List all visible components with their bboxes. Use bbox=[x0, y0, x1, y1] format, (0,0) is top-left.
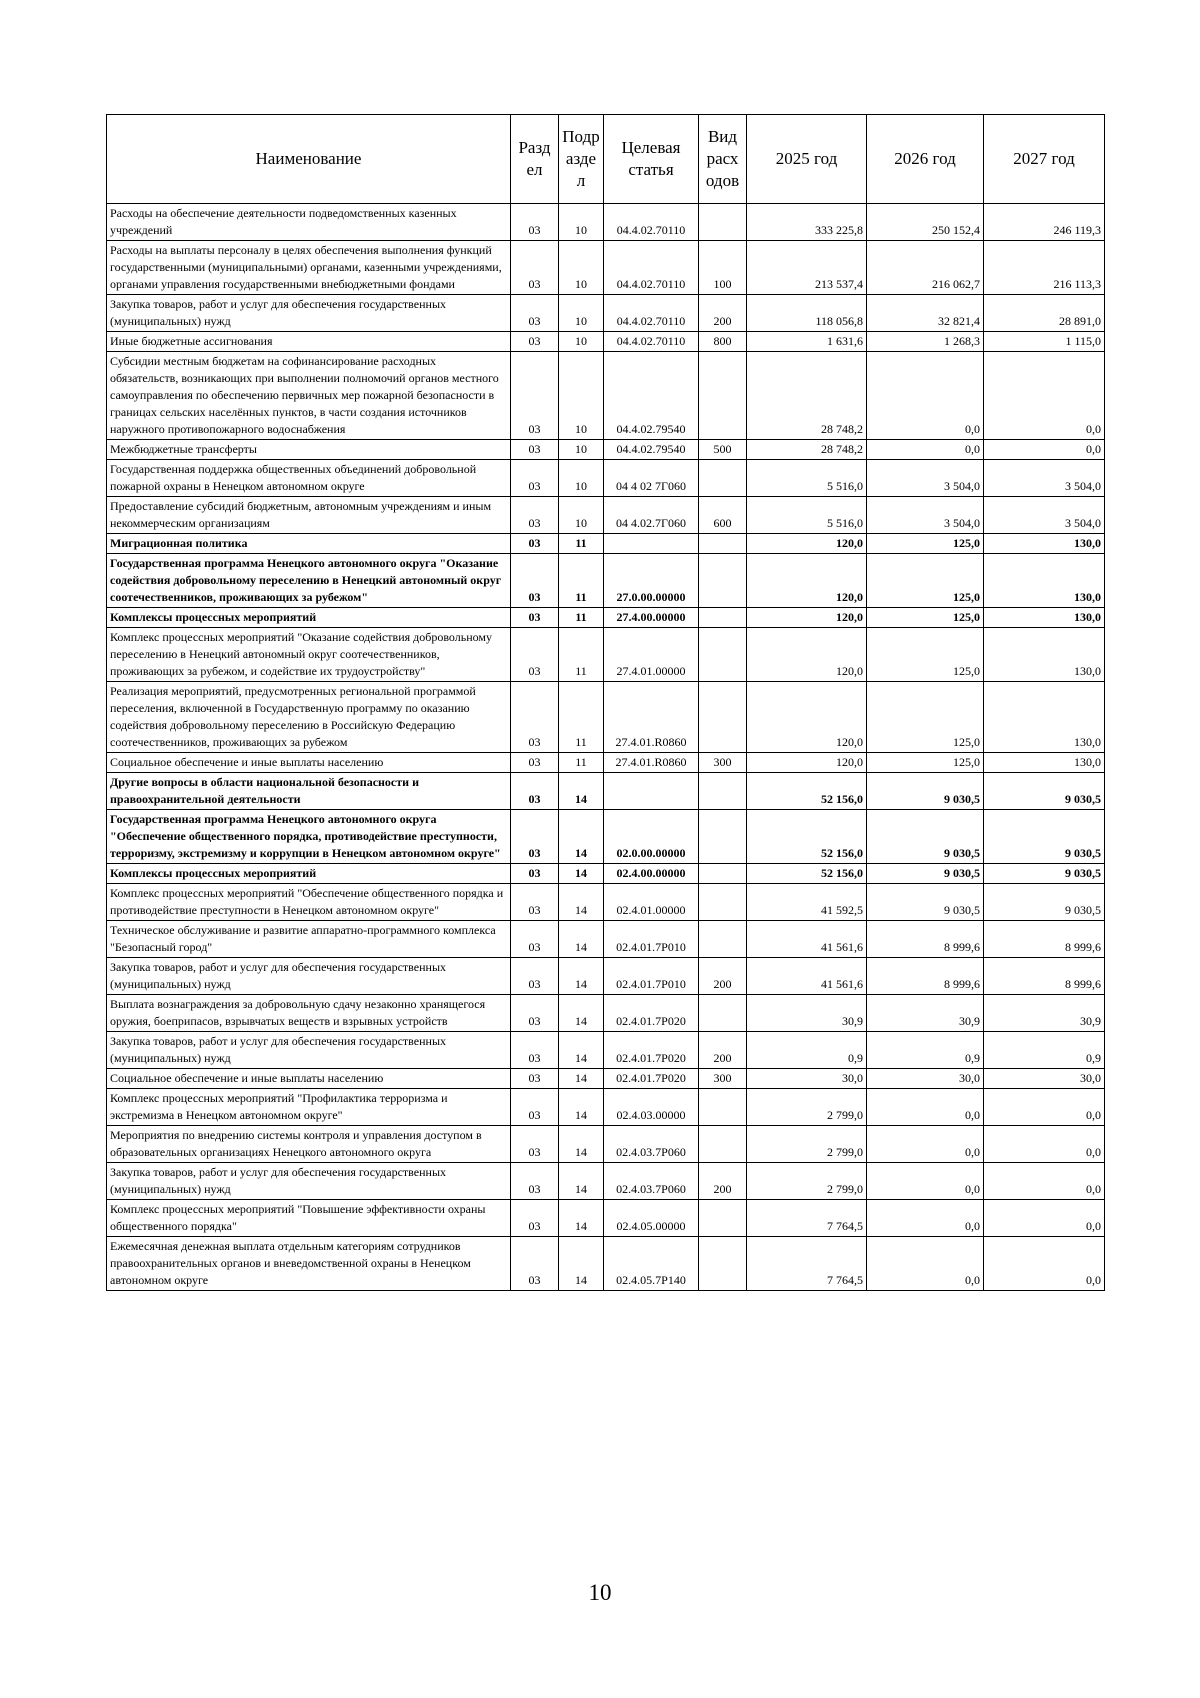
cell-2027: 3 504,0 bbox=[984, 460, 1105, 497]
cell-2025: 41 592,5 bbox=[747, 884, 867, 921]
cell-name: Государственная программа Ненецкого автономного округа "Обеспечение общественного порядка, противодействие преступности, терроризму, экстремизму и коррупции в Ненецком автономном округе" bbox=[107, 810, 511, 864]
cell-2026: 3 504,0 bbox=[867, 497, 984, 534]
cell-2025: 52 156,0 bbox=[747, 864, 867, 884]
cell-razdel: 03 bbox=[511, 884, 559, 921]
table-row bbox=[107, 460, 1105, 497]
cell-podrazdel: 14 bbox=[559, 884, 604, 921]
cell-name: Мероприятия по внедрению системы контроля и управления доступом в образовательных организациях Ненецкого автономного округа bbox=[107, 1126, 511, 1163]
cell-target: 27.4.01.R0860 bbox=[604, 753, 699, 773]
cell-name: Субсидии местным бюджетам на софинансирование расходных обязательств, возникающих при выполнении полномочий органов местного самоуправления по обеспечению первичных мер пожарной безопасности в границах сельских населённых пунктов, в части создания источников наружного противопожарного водоснабжения bbox=[107, 352, 511, 440]
cell-razdel: 03 bbox=[511, 460, 559, 497]
cell-target bbox=[604, 534, 699, 554]
cell-podrazdel: 14 bbox=[559, 773, 604, 810]
table-row bbox=[107, 554, 1105, 608]
cell-razdel: 03 bbox=[511, 554, 559, 608]
header-2026: 2026 год bbox=[867, 115, 984, 204]
table-row bbox=[107, 1237, 1105, 1291]
cell-razdel: 03 bbox=[511, 628, 559, 682]
cell-razdel: 03 bbox=[511, 921, 559, 958]
cell-2026: 9 030,5 bbox=[867, 864, 984, 884]
cell-2025: 120,0 bbox=[747, 753, 867, 773]
cell-vid bbox=[699, 534, 747, 554]
cell-target: 27.4.00.00000 bbox=[604, 608, 699, 628]
cell-podrazdel: 11 bbox=[559, 753, 604, 773]
cell-name: Комплекс процессных мероприятий "Обеспечение общественного порядка и противодействие преступности в Ненецком автономном округе" bbox=[107, 884, 511, 921]
table-row bbox=[107, 864, 1105, 884]
cell-target: 04.4.02.70110 bbox=[604, 241, 699, 295]
cell-vid bbox=[699, 460, 747, 497]
cell-podrazdel: 10 bbox=[559, 352, 604, 440]
cell-2025: 2 799,0 bbox=[747, 1126, 867, 1163]
cell-razdel: 03 bbox=[511, 295, 559, 332]
cell-name: Выплата вознаграждения за добровольную сдачу незаконно хранящегося оружия, боеприпасов, взрывчатых веществ и взрывных устройств bbox=[107, 995, 511, 1032]
cell-2025: 0,9 bbox=[747, 1032, 867, 1069]
budget-table-sheet bbox=[106, 114, 1104, 1291]
cell-podrazdel: 11 bbox=[559, 628, 604, 682]
cell-2025: 120,0 bbox=[747, 682, 867, 753]
header-2025: 2025 год bbox=[747, 115, 867, 204]
cell-vid: 600 bbox=[699, 497, 747, 534]
cell-target: 02.4.03.00000 bbox=[604, 1089, 699, 1126]
cell-2026: 250 152,4 bbox=[867, 204, 984, 241]
cell-vid: 500 bbox=[699, 440, 747, 460]
cell-name: Техническое обслуживание и развитие аппаратно-программного комплекса "Безопасный город" bbox=[107, 921, 511, 958]
table-row bbox=[107, 958, 1105, 995]
cell-podrazdel: 14 bbox=[559, 1069, 604, 1089]
budget-table bbox=[106, 114, 1105, 1291]
table-row bbox=[107, 1089, 1105, 1126]
cell-razdel: 03 bbox=[511, 1032, 559, 1069]
cell-target: 04.4.02.70110 bbox=[604, 332, 699, 352]
cell-2026: 30,0 bbox=[867, 1069, 984, 1089]
cell-podrazdel: 10 bbox=[559, 440, 604, 460]
cell-target: 27.4.01.00000 bbox=[604, 628, 699, 682]
cell-vid bbox=[699, 554, 747, 608]
cell-name: Закупка товаров, работ и услуг для обеспечения государственных (муниципальных) нужд bbox=[107, 958, 511, 995]
table-row bbox=[107, 884, 1105, 921]
table-body bbox=[107, 204, 1105, 1291]
cell-name: Комплекс процессных мероприятий "Профилактика терроризма и экстремизма в Ненецком автономном округе" bbox=[107, 1089, 511, 1126]
cell-2026: 0,0 bbox=[867, 1200, 984, 1237]
cell-vid: 300 bbox=[699, 753, 747, 773]
cell-2027: 9 030,5 bbox=[984, 773, 1105, 810]
cell-2026: 0,0 bbox=[867, 1163, 984, 1200]
cell-2025: 5 516,0 bbox=[747, 497, 867, 534]
cell-podrazdel: 14 bbox=[559, 958, 604, 995]
cell-2025: 28 748,2 bbox=[747, 440, 867, 460]
cell-vid bbox=[699, 1237, 747, 1291]
cell-name: Комплекс процессных мероприятий "Повышение эффективности охраны общественного порядка" bbox=[107, 1200, 511, 1237]
table-row bbox=[107, 1126, 1105, 1163]
cell-name: Комплексы процессных мероприятий bbox=[107, 864, 511, 884]
cell-target: 02.4.01.7Р010 bbox=[604, 958, 699, 995]
cell-podrazdel: 14 bbox=[559, 864, 604, 884]
cell-razdel: 03 bbox=[511, 332, 559, 352]
cell-vid bbox=[699, 864, 747, 884]
cell-vid bbox=[699, 995, 747, 1032]
cell-2027: 130,0 bbox=[984, 682, 1105, 753]
cell-2026: 8 999,6 bbox=[867, 921, 984, 958]
cell-razdel: 03 bbox=[511, 1126, 559, 1163]
table-row bbox=[107, 332, 1105, 352]
cell-2027: 130,0 bbox=[984, 554, 1105, 608]
cell-2025: 120,0 bbox=[747, 534, 867, 554]
cell-target: 02.4.05.00000 bbox=[604, 1200, 699, 1237]
cell-2025: 28 748,2 bbox=[747, 352, 867, 440]
cell-2027: 0,9 bbox=[984, 1032, 1105, 1069]
cell-2025: 120,0 bbox=[747, 608, 867, 628]
table-row bbox=[107, 241, 1105, 295]
cell-vid bbox=[699, 682, 747, 753]
cell-2027: 30,9 bbox=[984, 995, 1105, 1032]
cell-name: Расходы на обеспечение деятельности подведомственных казенных учреждений bbox=[107, 204, 511, 241]
cell-razdel: 03 bbox=[511, 1200, 559, 1237]
cell-target: 02.0.00.00000 bbox=[604, 810, 699, 864]
cell-vid: 300 bbox=[699, 1069, 747, 1089]
table-header-row bbox=[107, 115, 1105, 204]
cell-name: Другие вопросы в области национальной безопасности и правоохранительной деятельности bbox=[107, 773, 511, 810]
cell-razdel: 03 bbox=[511, 1089, 559, 1126]
cell-2027: 246 119,3 bbox=[984, 204, 1105, 241]
cell-vid bbox=[699, 1200, 747, 1237]
cell-target: 02.4.05.7Р140 bbox=[604, 1237, 699, 1291]
cell-2026: 3 504,0 bbox=[867, 460, 984, 497]
cell-vid bbox=[699, 352, 747, 440]
cell-name: Иные бюджетные ассигнования bbox=[107, 332, 511, 352]
cell-podrazdel: 14 bbox=[559, 1126, 604, 1163]
cell-target: 04 4 02 7Г060 bbox=[604, 460, 699, 497]
cell-razdel: 03 bbox=[511, 1237, 559, 1291]
cell-2025: 52 156,0 bbox=[747, 773, 867, 810]
cell-2026: 125,0 bbox=[867, 534, 984, 554]
cell-podrazdel: 14 bbox=[559, 1032, 604, 1069]
cell-2027: 8 999,6 bbox=[984, 921, 1105, 958]
cell-razdel: 03 bbox=[511, 682, 559, 753]
cell-target: 04.4.02.79540 bbox=[604, 440, 699, 460]
cell-target: 02.4.01.00000 bbox=[604, 884, 699, 921]
cell-target: 27.4.01.R0860 bbox=[604, 682, 699, 753]
header-target: Целевая статья bbox=[604, 115, 699, 204]
cell-2027: 0,0 bbox=[984, 1089, 1105, 1126]
cell-razdel: 03 bbox=[511, 497, 559, 534]
cell-podrazdel: 11 bbox=[559, 682, 604, 753]
cell-razdel: 03 bbox=[511, 608, 559, 628]
table-row bbox=[107, 295, 1105, 332]
cell-name: Расходы на выплаты персоналу в целях обеспечения выполнения функций государственными (муниципальными) органами, казенными учреждениями, органами управления государственными внебюджетными фондами bbox=[107, 241, 511, 295]
cell-name: Комплекс процессных мероприятий "Оказание содействия добровольному переселению в Ненецкий автономный округ соотечественников, проживающих за рубежом, и содействие их трудоустройству" bbox=[107, 628, 511, 682]
cell-vid bbox=[699, 608, 747, 628]
cell-2026: 0,0 bbox=[867, 440, 984, 460]
cell-2025: 1 631,6 bbox=[747, 332, 867, 352]
page-number: 10 bbox=[588, 1580, 612, 1605]
cell-name: Закупка товаров, работ и услуг для обеспечения государственных (муниципальных) нужд bbox=[107, 1163, 511, 1200]
cell-target: 02.4.01.7Р020 bbox=[604, 995, 699, 1032]
cell-podrazdel: 10 bbox=[559, 295, 604, 332]
cell-2027: 130,0 bbox=[984, 608, 1105, 628]
cell-2026: 0,0 bbox=[867, 352, 984, 440]
cell-podrazdel: 10 bbox=[559, 204, 604, 241]
cell-2027: 0,0 bbox=[984, 440, 1105, 460]
cell-2025: 41 561,6 bbox=[747, 958, 867, 995]
table-row bbox=[107, 497, 1105, 534]
cell-2025: 2 799,0 bbox=[747, 1089, 867, 1126]
table-row bbox=[107, 352, 1105, 440]
cell-2027: 9 030,5 bbox=[984, 810, 1105, 864]
cell-name: Предоставление субсидий бюджетным, автономным учреждениям и иным некоммерческим организациям bbox=[107, 497, 511, 534]
cell-podrazdel: 11 bbox=[559, 554, 604, 608]
cell-target: 27.0.00.00000 bbox=[604, 554, 699, 608]
cell-2025: 7 764,5 bbox=[747, 1237, 867, 1291]
cell-name: Закупка товаров, работ и услуг для обеспечения государственных (муниципальных) нужд bbox=[107, 295, 511, 332]
table-row bbox=[107, 204, 1105, 241]
cell-2026: 0,9 bbox=[867, 1032, 984, 1069]
cell-2026: 125,0 bbox=[867, 753, 984, 773]
cell-2025: 120,0 bbox=[747, 628, 867, 682]
cell-podrazdel: 14 bbox=[559, 1237, 604, 1291]
cell-podrazdel: 14 bbox=[559, 1089, 604, 1126]
table-row bbox=[107, 682, 1105, 753]
cell-2025: 5 516,0 bbox=[747, 460, 867, 497]
cell-2025: 7 764,5 bbox=[747, 1200, 867, 1237]
cell-vid bbox=[699, 628, 747, 682]
header-podrazdel: Подр азде л bbox=[559, 115, 604, 204]
cell-name: Комплексы процессных мероприятий bbox=[107, 608, 511, 628]
cell-2026: 0,0 bbox=[867, 1237, 984, 1291]
cell-name: Закупка товаров, работ и услуг для обеспечения государственных (муниципальных) нужд bbox=[107, 1032, 511, 1069]
cell-2027: 9 030,5 bbox=[984, 864, 1105, 884]
header-2027: 2027 год bbox=[984, 115, 1105, 204]
cell-2027: 8 999,6 bbox=[984, 958, 1105, 995]
cell-razdel: 03 bbox=[511, 753, 559, 773]
cell-name: Государственная поддержка общественных объединений добровольной пожарной охраны в Ненецком автономном округе bbox=[107, 460, 511, 497]
cell-vid bbox=[699, 921, 747, 958]
cell-2025: 118 056,8 bbox=[747, 295, 867, 332]
cell-podrazdel: 10 bbox=[559, 497, 604, 534]
cell-vid bbox=[699, 204, 747, 241]
cell-vid: 100 bbox=[699, 241, 747, 295]
cell-target bbox=[604, 773, 699, 810]
cell-2027: 0,0 bbox=[984, 1237, 1105, 1291]
cell-name: Реализация мероприятий, предусмотренных региональной программой переселения, включенной в Государственную программу по оказанию содействия добровольному переселению в Российскую Федерацию соотечественников, проживающих за рубежом bbox=[107, 682, 511, 753]
cell-target: 04.4.02.70110 bbox=[604, 204, 699, 241]
cell-name: Социальное обеспечение и иные выплаты населению bbox=[107, 753, 511, 773]
table-row bbox=[107, 440, 1105, 460]
cell-razdel: 03 bbox=[511, 864, 559, 884]
cell-vid bbox=[699, 1126, 747, 1163]
cell-razdel: 03 bbox=[511, 204, 559, 241]
cell-2025: 213 537,4 bbox=[747, 241, 867, 295]
cell-razdel: 03 bbox=[511, 241, 559, 295]
cell-2025: 120,0 bbox=[747, 554, 867, 608]
cell-2027: 0,0 bbox=[984, 1163, 1105, 1200]
cell-podrazdel: 10 bbox=[559, 241, 604, 295]
cell-2026: 0,0 bbox=[867, 1089, 984, 1126]
table-row bbox=[107, 628, 1105, 682]
table-row bbox=[107, 534, 1105, 554]
cell-2025: 30,9 bbox=[747, 995, 867, 1032]
cell-vid bbox=[699, 810, 747, 864]
cell-2026: 0,0 bbox=[867, 1126, 984, 1163]
header-vid: Вид расх одов bbox=[699, 115, 747, 204]
cell-razdel: 03 bbox=[511, 534, 559, 554]
cell-2026: 125,0 bbox=[867, 682, 984, 753]
table-row bbox=[107, 1200, 1105, 1237]
cell-vid bbox=[699, 773, 747, 810]
cell-2027: 0,0 bbox=[984, 1126, 1105, 1163]
cell-2026: 9 030,5 bbox=[867, 884, 984, 921]
cell-podrazdel: 10 bbox=[559, 332, 604, 352]
cell-2026: 1 268,3 bbox=[867, 332, 984, 352]
cell-podrazdel: 14 bbox=[559, 1163, 604, 1200]
cell-podrazdel: 10 bbox=[559, 460, 604, 497]
cell-2026: 125,0 bbox=[867, 608, 984, 628]
cell-2027: 0,0 bbox=[984, 1200, 1105, 1237]
cell-podrazdel: 14 bbox=[559, 1200, 604, 1237]
table-row bbox=[107, 810, 1105, 864]
cell-vid: 200 bbox=[699, 295, 747, 332]
table-row bbox=[107, 753, 1105, 773]
cell-2026: 8 999,6 bbox=[867, 958, 984, 995]
cell-2026: 125,0 bbox=[867, 628, 984, 682]
cell-vid bbox=[699, 1089, 747, 1126]
table-row bbox=[107, 995, 1105, 1032]
cell-name: Межбюджетные трансферты bbox=[107, 440, 511, 460]
cell-target: 02.4.01.7Р020 bbox=[604, 1069, 699, 1089]
cell-2025: 30,0 bbox=[747, 1069, 867, 1089]
cell-vid bbox=[699, 884, 747, 921]
table-row bbox=[107, 1032, 1105, 1069]
cell-razdel: 03 bbox=[511, 958, 559, 995]
cell-vid: 200 bbox=[699, 1163, 747, 1200]
cell-2026: 9 030,5 bbox=[867, 810, 984, 864]
cell-2026: 216 062,7 bbox=[867, 241, 984, 295]
cell-vid: 200 bbox=[699, 1032, 747, 1069]
cell-podrazdel: 14 bbox=[559, 995, 604, 1032]
cell-vid: 200 bbox=[699, 958, 747, 995]
table-row bbox=[107, 921, 1105, 958]
cell-2026: 32 821,4 bbox=[867, 295, 984, 332]
cell-razdel: 03 bbox=[511, 810, 559, 864]
cell-2027: 0,0 bbox=[984, 352, 1105, 440]
cell-2025: 52 156,0 bbox=[747, 810, 867, 864]
cell-target: 02.4.03.7Р060 bbox=[604, 1163, 699, 1200]
cell-2027: 130,0 bbox=[984, 534, 1105, 554]
cell-2027: 216 113,3 bbox=[984, 241, 1105, 295]
cell-2025: 41 561,6 bbox=[747, 921, 867, 958]
table-row bbox=[107, 608, 1105, 628]
cell-name: Государственная программа Ненецкого автономного округа "Оказание содействия добровольному переселению в Ненецкий автономный округ соотечественников, проживающих за рубежом" bbox=[107, 554, 511, 608]
cell-2027: 3 504,0 bbox=[984, 497, 1105, 534]
cell-2026: 30,9 bbox=[867, 995, 984, 1032]
cell-razdel: 03 bbox=[511, 352, 559, 440]
cell-2025: 2 799,0 bbox=[747, 1163, 867, 1200]
cell-podrazdel: 11 bbox=[559, 608, 604, 628]
cell-2027: 1 115,0 bbox=[984, 332, 1105, 352]
cell-vid: 800 bbox=[699, 332, 747, 352]
cell-target: 02.4.01.7Р020 bbox=[604, 1032, 699, 1069]
cell-target: 02.4.00.00000 bbox=[604, 864, 699, 884]
cell-target: 04.4.02.79540 bbox=[604, 352, 699, 440]
cell-podrazdel: 11 bbox=[559, 534, 604, 554]
cell-podrazdel: 14 bbox=[559, 810, 604, 864]
cell-razdel: 03 bbox=[511, 1163, 559, 1200]
cell-2027: 9 030,5 bbox=[984, 884, 1105, 921]
cell-razdel: 03 bbox=[511, 1069, 559, 1089]
table-row bbox=[107, 773, 1105, 810]
cell-2027: 130,0 bbox=[984, 753, 1105, 773]
cell-podrazdel: 14 bbox=[559, 921, 604, 958]
cell-2026: 125,0 bbox=[867, 554, 984, 608]
cell-2026: 9 030,5 bbox=[867, 773, 984, 810]
cell-razdel: 03 bbox=[511, 995, 559, 1032]
table-row bbox=[107, 1163, 1105, 1200]
cell-name: Ежемесячная денежная выплата отдельным категориям сотрудников правоохранительных органов и вневедомственной охраны в Ненецком автономном округе bbox=[107, 1237, 511, 1291]
cell-target: 04.4.02.70110 bbox=[604, 295, 699, 332]
cell-2025: 333 225,8 bbox=[747, 204, 867, 241]
cell-target: 02.4.01.7Р010 bbox=[604, 921, 699, 958]
table-row bbox=[107, 1069, 1105, 1089]
cell-2027: 30,0 bbox=[984, 1069, 1105, 1089]
header-name: Наименование bbox=[107, 115, 511, 204]
cell-razdel: 03 bbox=[511, 440, 559, 460]
cell-2027: 28 891,0 bbox=[984, 295, 1105, 332]
cell-name: Миграционная политика bbox=[107, 534, 511, 554]
cell-razdel: 03 bbox=[511, 773, 559, 810]
cell-2027: 130,0 bbox=[984, 628, 1105, 682]
cell-target: 04 4.02.7Г060 bbox=[604, 497, 699, 534]
header-razdel: Разд ел bbox=[511, 115, 559, 204]
cell-target: 02.4.03.7Р060 bbox=[604, 1126, 699, 1163]
cell-name: Социальное обеспечение и иные выплаты населению bbox=[107, 1069, 511, 1089]
